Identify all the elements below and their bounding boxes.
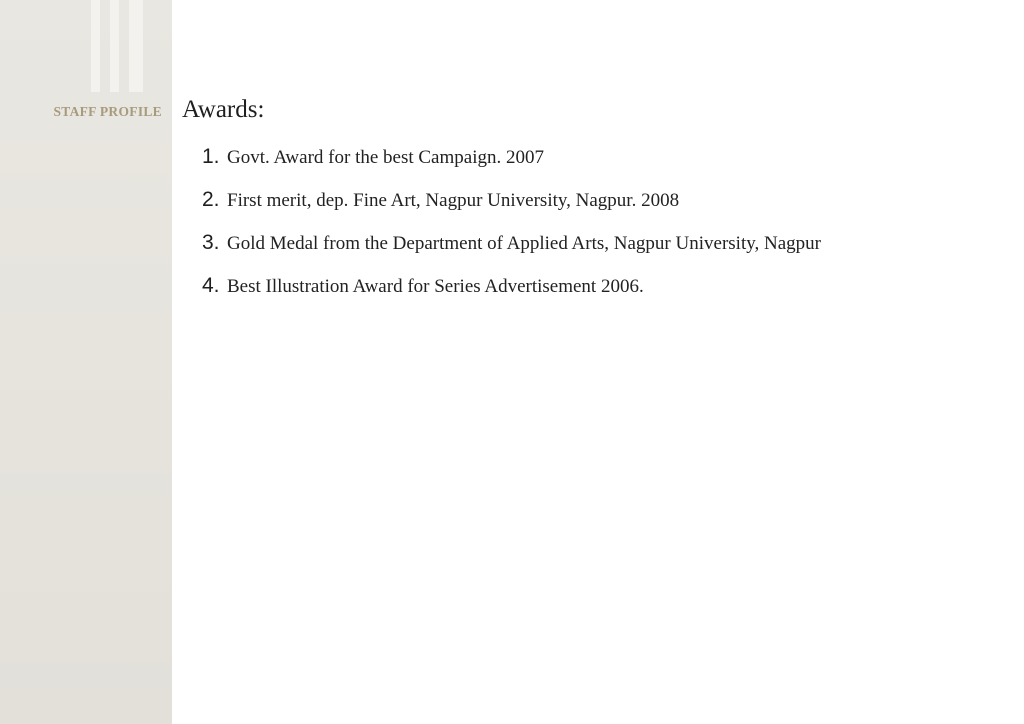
- list-item-text: First merit, dep. Fine Art, Nagpur University, Nagpur. 2008: [227, 190, 680, 211]
- list-item: [202, 188, 821, 231]
- decorative-stripe: [91, 0, 100, 92]
- awards-list: [202, 145, 821, 317]
- sidebar-panel: [0, 0, 172, 724]
- list-item-text: Govt. Award for the best Campaign. 2007: [227, 147, 544, 168]
- list-item: [202, 274, 821, 317]
- decorative-stripe: [110, 0, 119, 92]
- list-item: [202, 145, 821, 188]
- list-item-number: 1.: [202, 145, 220, 168]
- list-item-text: Best Illustration Award for Series Advertisement 2006.: [227, 276, 644, 297]
- list-item: [202, 231, 821, 274]
- list-item-number: 4.: [202, 274, 220, 297]
- section-label: STAFF PROFILE: [53, 104, 162, 119]
- page-title: Awards:: [182, 96, 265, 123]
- list-item-text: Gold Medal from the Department of Applied Arts, Nagpur University, Nagpur: [227, 233, 821, 254]
- decorative-stripe: [129, 0, 143, 92]
- list-item-number: 2.: [202, 188, 220, 211]
- list-item-number: 3.: [202, 231, 220, 254]
